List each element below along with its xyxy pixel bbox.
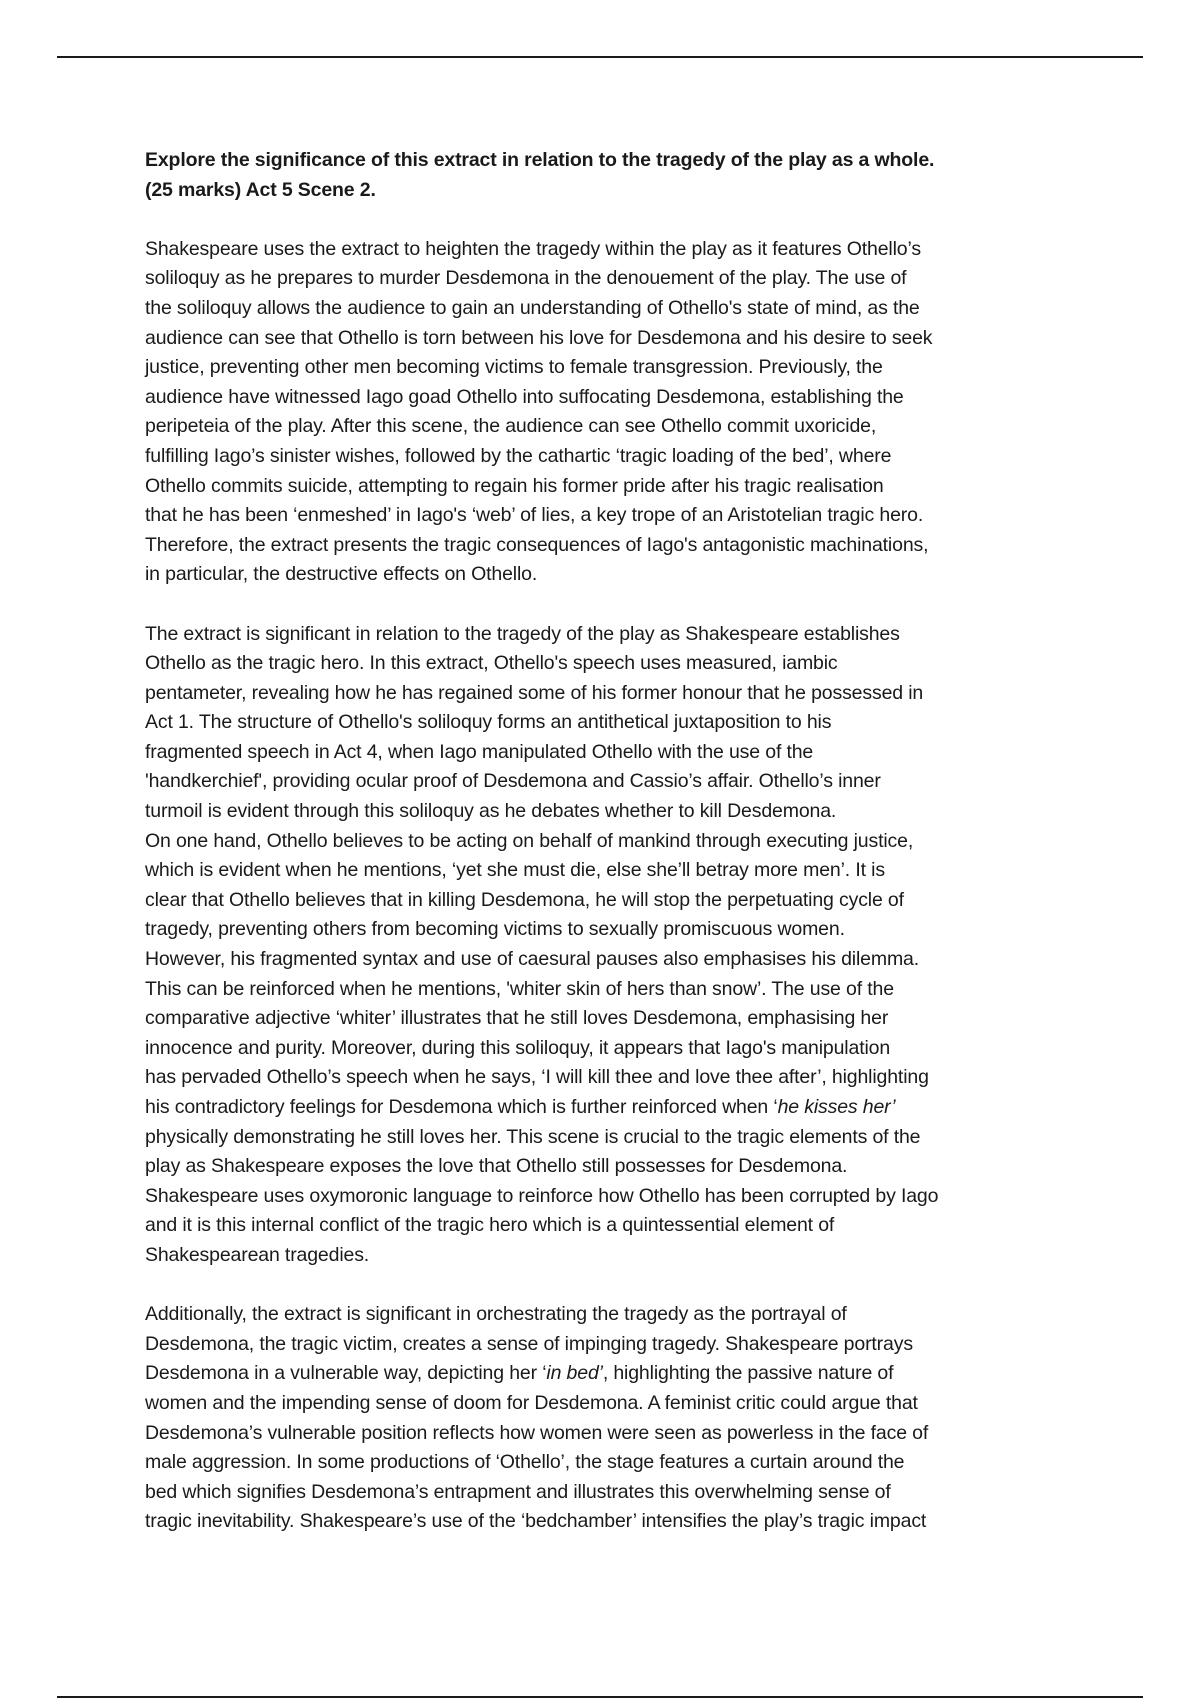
text-line: bed which signifies Desdemona’s entrapment and illustrates this overwhelming sense of: [145, 1480, 891, 1503]
text-line: which is evident when he mentions, ‘yet she must die, else she’ll betray more men’. It is: [145, 859, 885, 882]
text-line: innocence and purity. Moreover, during this soliloquy, it appears that Iago's manipulation: [145, 1036, 891, 1059]
text-line: On one hand, Othello believes to be acting on behalf of mankind through executing justice,: [145, 829, 914, 852]
text-line: male aggression. In some productions of ‘Othello’, the stage features a curtain around the: [145, 1451, 905, 1474]
text-line: the soliloquy allows the audience to gain an understanding of Othello's state of mind, as the: [145, 296, 920, 319]
paragraph-tragic-hero: [145, 620, 1065, 827]
text-line: clear that Othello believes that in killing Desdemona, he will stop the perpetuating cycle of: [145, 888, 904, 911]
text-line: 'handkerchief', providing ocular proof of Desdemona and Cassio’s affair. Othello’s inner: [145, 770, 881, 793]
text-line: play as Shakespeare exposes the love that Othello still possesses for Desdemona.: [145, 1155, 848, 1178]
paragraph-dilemma: [145, 827, 1065, 1271]
text-line: Shakespearean tragedies.: [145, 1243, 370, 1266]
text-segment: , highlighting the passive nature of: [602, 1362, 894, 1385]
question-heading: [145, 146, 1065, 205]
text-line: audience have witnessed Iago goad Othello into suffocating Desdemona, establishing the: [145, 385, 904, 408]
text-line: physically demonstrating he still loves her. This scene is crucial to the tragic elements of the: [145, 1125, 921, 1148]
text-line: The extract is significant in relation to the tragedy of the play as Shakespeare establishes: [145, 622, 900, 645]
text-line: tragedy, preventing others from becoming victims to sexually promiscuous women.: [145, 918, 845, 941]
text-segment: his contradictory feelings for Desdemona which is further reinforced when ‘: [145, 1096, 778, 1118]
text-line: audience can see that Othello is torn between his love for Desdemona and his desire to seek: [145, 326, 933, 349]
text-line: justice, preventing other men becoming victims to female transgression. Previously, the: [145, 356, 883, 379]
question-line: Explore the significance of this extract in relation to the tragedy of the play as a whole.: [145, 149, 935, 171]
text-line: pentameter, revealing how he has regained some of his former honour that he possessed in: [145, 681, 924, 704]
bottom-rule: [57, 1696, 1143, 1698]
text-line: tragic inevitability. Shakespeare’s use of the ‘bedchamber’ intensifies the play’s tragic impact: [145, 1510, 927, 1533]
essay-body: [145, 146, 1065, 1537]
top-rule: [57, 56, 1143, 58]
text-line: in particular, the destructive effects on Othello.: [145, 563, 538, 586]
text-line: has pervaded Othello’s speech when he says, ‘I will kill thee and love thee after’, highlighting: [145, 1066, 929, 1089]
text-line: Shakespeare uses the extract to heighten the tragedy within the play as it features Othello’s: [145, 237, 921, 260]
paragraph-intro: [145, 235, 1065, 590]
text-line: Othello commits suicide, attempting to regain his former pride after his tragic realisation: [145, 474, 884, 497]
text-line: turmoil is evident through this soliloquy as he debates whether to kill Desdemona.: [145, 800, 837, 823]
text-line: This can be reinforced when he mentions, 'whiter skin of hers than snow’. The use of the: [145, 977, 894, 1000]
paragraph-desdemona: [145, 1300, 1065, 1537]
text-line: Desdemona’s vulnerable position reflects how women were seen as powerless in the face of: [145, 1421, 929, 1444]
text-line: peripeteia of the play. After this scene, the audience can see Othello commit uxoricide,: [145, 415, 877, 438]
text-line: women and the impending sense of doom for Desdemona. A feminist critic could argue that: [145, 1391, 918, 1414]
text-line: soliloquy as he prepares to murder Desdemona in the denouement of the play. The use of: [145, 267, 907, 290]
text-line: fulfilling Iago’s sinister wishes, followed by the cathartic ‘tragic loading of the bed’, where: [145, 444, 892, 467]
question-marks-line: (25 marks) Act 5 Scene 2.: [145, 178, 376, 201]
text-line: Additionally, the extract is significant in orchestrating the tragedy as the portrayal of: [145, 1303, 847, 1326]
text-line: fragmented speech in Act 4, when Iago manipulated Othello with the use of the: [145, 740, 814, 763]
italic-quote: he kisses her’: [777, 1096, 896, 1118]
text-line: Act 1. The structure of Othello's soliloquy forms an antithetical juxtaposition to his: [145, 711, 832, 734]
text-line-with-italic: [145, 1093, 1065, 1123]
text-segment: Desdemona in a vulnerable way, depicting her ‘: [145, 1362, 547, 1385]
text-line-with-italic: [145, 1359, 1065, 1389]
text-line: Desdemona, the tragic victim, creates a sense of impinging tragedy. Shakespeare portrays: [145, 1332, 913, 1355]
italic-quote: in bed’: [546, 1362, 603, 1385]
text-line: that he has been ‘enmeshed’ in Iago's ‘web’ of lies, a key trope of an Aristotelian tragic hero.: [145, 504, 924, 527]
text-line: Othello as the tragic hero. In this extract, Othello's speech uses measured, iambic: [145, 652, 838, 675]
text-line: Shakespeare uses oxymoronic language to reinforce how Othello has been corrupted by Iago: [145, 1184, 939, 1207]
text-line: Therefore, the extract presents the tragic consequences of Iago's antagonistic machinations,: [145, 533, 929, 556]
text-line: However, his fragmented syntax and use of caesural pauses also emphasises his dilemma.: [145, 948, 920, 971]
text-line: and it is this internal conflict of the tragic hero which is a quintessential element of: [145, 1214, 835, 1237]
text-line: comparative adjective ‘whiter’ illustrates that he still loves Desdemona, emphasising her: [145, 1007, 889, 1030]
